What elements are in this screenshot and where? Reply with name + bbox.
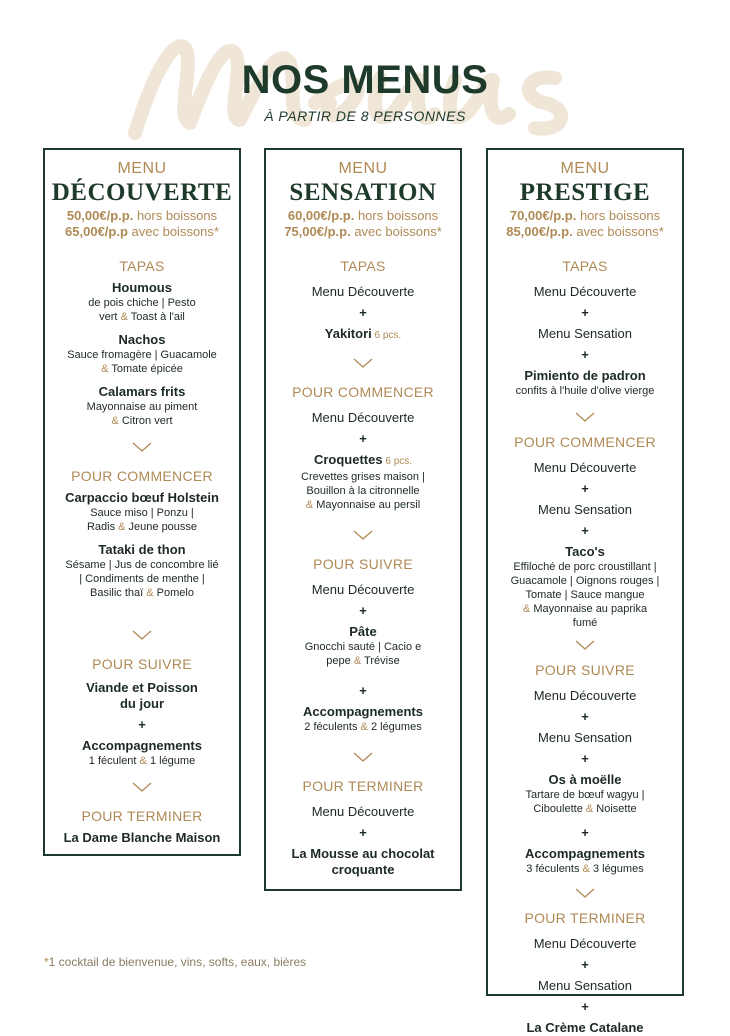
- price-without-drinks: 50,00€/p.p. hors boissons: [66, 208, 218, 223]
- dish-name: Tataki de thon: [98, 542, 186, 557]
- section-pour-suivre: POUR SUIVRE: [92, 656, 192, 672]
- plus-sign: +: [359, 683, 367, 698]
- dish-name: Croquettes 6 pcs.: [313, 452, 413, 467]
- chevron-down-icon: [45, 782, 239, 794]
- dish-name: Nachos: [118, 332, 166, 347]
- menu-card-sensation: [264, 148, 462, 891]
- dessert-name-cont: croquante: [331, 862, 395, 877]
- dish-name: Pimiento de padron: [524, 368, 646, 383]
- plus-sign: +: [138, 717, 146, 732]
- dish-name: Taco's: [565, 544, 605, 559]
- dish-desc: 1 féculent & 1 légume: [88, 755, 196, 767]
- menu-label: MENU: [338, 160, 388, 177]
- section-pour-commencer: POUR COMMENCER: [71, 468, 213, 484]
- price-with-drinks: 85,00€/p.p. avec boissons*: [506, 224, 664, 239]
- dish-name: Calamars frits: [98, 384, 186, 399]
- plus-sign: +: [581, 751, 589, 766]
- menu-reference: Menu Découverte: [533, 688, 637, 703]
- dish-desc: de pois chiche | Pesto vert & Toast à l'ail: [88, 297, 196, 323]
- section-pour-commencer: POUR COMMENCER: [292, 384, 434, 400]
- section-tapas: TAPAS: [562, 258, 608, 274]
- plus-sign: +: [581, 957, 589, 972]
- plus-sign: +: [359, 603, 367, 618]
- chevron-down-icon: [266, 752, 460, 764]
- section-tapas: TAPAS: [119, 258, 165, 274]
- menu-label: MENU: [560, 160, 610, 177]
- dish-name: Houmous: [112, 280, 172, 295]
- menu-reference: Menu Découverte: [311, 410, 415, 425]
- section-tapas: TAPAS: [340, 258, 386, 274]
- menu-card-decouverte: [43, 148, 241, 856]
- section-pour-terminer: POUR TERMINER: [81, 808, 203, 824]
- dish-name-cont: du jour: [119, 696, 165, 711]
- plus-sign: +: [359, 305, 367, 320]
- dish-desc: confits à l'huile d'olive vierge: [515, 385, 655, 397]
- dish-desc: Sauce fromagère | Guacamole & Tomate épicée: [67, 349, 217, 375]
- price-with-drinks: 65,00€/p.p avec boissons*: [65, 224, 219, 239]
- price-with-drinks: 75,00€/p.p. avec boissons*: [284, 224, 442, 239]
- price-without-drinks: 70,00€/p.p. hors boissons: [509, 208, 661, 223]
- dish-name: Pâte: [349, 624, 377, 639]
- dessert-name: La Dame Blanche Maison: [63, 830, 221, 845]
- menu-label: MENU: [117, 160, 167, 177]
- menu-name: PRESTIGE: [519, 179, 651, 206]
- footnote: *1 cocktail de bienvenue, vins, softs, eaux, bières: [44, 955, 307, 969]
- plus-sign: +: [581, 481, 589, 496]
- page-subtitle: À PARTIR DE 8 PERSONNES: [264, 108, 466, 124]
- dish-desc: 2 féculents & 2 légumes: [304, 721, 422, 733]
- dish-desc: Sauce miso | Ponzu | Radis & Jeune pousse: [86, 507, 198, 533]
- menu-reference: Menu Sensation: [538, 978, 632, 993]
- menu-name: DÉCOUVERTE: [51, 179, 233, 206]
- menu-reference: Menu Découverte: [311, 804, 415, 819]
- section-pour-terminer: POUR TERMINER: [524, 910, 646, 926]
- menu-reference: Menu Découverte: [533, 460, 637, 475]
- plus-sign: +: [581, 305, 589, 320]
- dish-desc: 3 féculents & 3 légumes: [526, 863, 644, 875]
- dish-name: Accompagnements: [82, 738, 202, 753]
- dish-name: Accompagnements: [303, 704, 423, 719]
- page-title: NOS MENUS: [241, 58, 489, 102]
- plus-sign: +: [359, 431, 367, 446]
- section-pour-terminer: POUR TERMINER: [302, 778, 424, 794]
- section-pour-commencer: POUR COMMENCER: [514, 434, 656, 450]
- chevron-down-icon: [266, 358, 460, 370]
- menu-reference: Menu Découverte: [533, 284, 637, 299]
- plus-sign: +: [581, 523, 589, 538]
- menu-name: SENSATION: [289, 179, 437, 206]
- dessert-name: La Mousse au chocolat: [291, 846, 435, 861]
- chevron-down-icon: [266, 530, 460, 542]
- dish-name: Os à moëlle: [548, 772, 622, 787]
- section-pour-suivre: POUR SUIVRE: [313, 556, 413, 572]
- dish-desc: Sésame | Jus de concombre lié | Condiments de menthe | Basilic thaï & Pomelo: [65, 559, 219, 599]
- dish-desc: Effiloché de porc croustillant | Guacamole | Oignons rouges | Tomate | Sauce mangue & Mayonnaise au paprika fumé: [510, 561, 660, 629]
- menu-card-prestige: [486, 148, 684, 1035]
- dish-name: Viande et Poisson: [86, 680, 198, 695]
- menu-reference: Menu Découverte: [311, 582, 415, 597]
- price-without-drinks: 60,00€/p.p. hors boissons: [287, 208, 439, 223]
- chevron-down-icon: [45, 442, 239, 454]
- dish-name: Accompagnements: [525, 846, 645, 861]
- chevron-down-icon: [488, 412, 682, 424]
- menu-reference: Menu Sensation: [538, 326, 632, 341]
- dessert-name: La Crème Catalane: [526, 1020, 644, 1035]
- menu-reference: Menu Sensation: [538, 502, 632, 517]
- dish-desc: Crevettes grises maison | Bouillon à la citronnelle & Mayonnaise au persil: [301, 471, 425, 511]
- dish-desc: Tartare de bœuf wagyu | Ciboulette & Noisette: [525, 789, 645, 815]
- plus-sign: +: [581, 709, 589, 724]
- plus-sign: +: [581, 347, 589, 362]
- plus-sign: +: [581, 825, 589, 840]
- chevron-down-icon: [488, 888, 682, 900]
- plus-sign: +: [359, 825, 367, 840]
- chevron-down-icon: [488, 640, 682, 652]
- dish-name: Yakitori 6 pcs.: [324, 326, 402, 341]
- dish-desc: Gnocchi sauté | Cacio e pepe & Trévise: [304, 641, 422, 667]
- menu-reference: Menu Découverte: [311, 284, 415, 299]
- chevron-down-icon: [45, 630, 239, 642]
- menu-reference: Menu Sensation: [538, 730, 632, 745]
- plus-sign: +: [581, 999, 589, 1014]
- dish-name: Carpaccio bœuf Holstein: [65, 490, 219, 505]
- dish-desc: Mayonnaise au piment & Citron vert: [86, 401, 198, 427]
- section-pour-suivre: POUR SUIVRE: [535, 662, 635, 678]
- menu-reference: Menu Découverte: [533, 936, 637, 951]
